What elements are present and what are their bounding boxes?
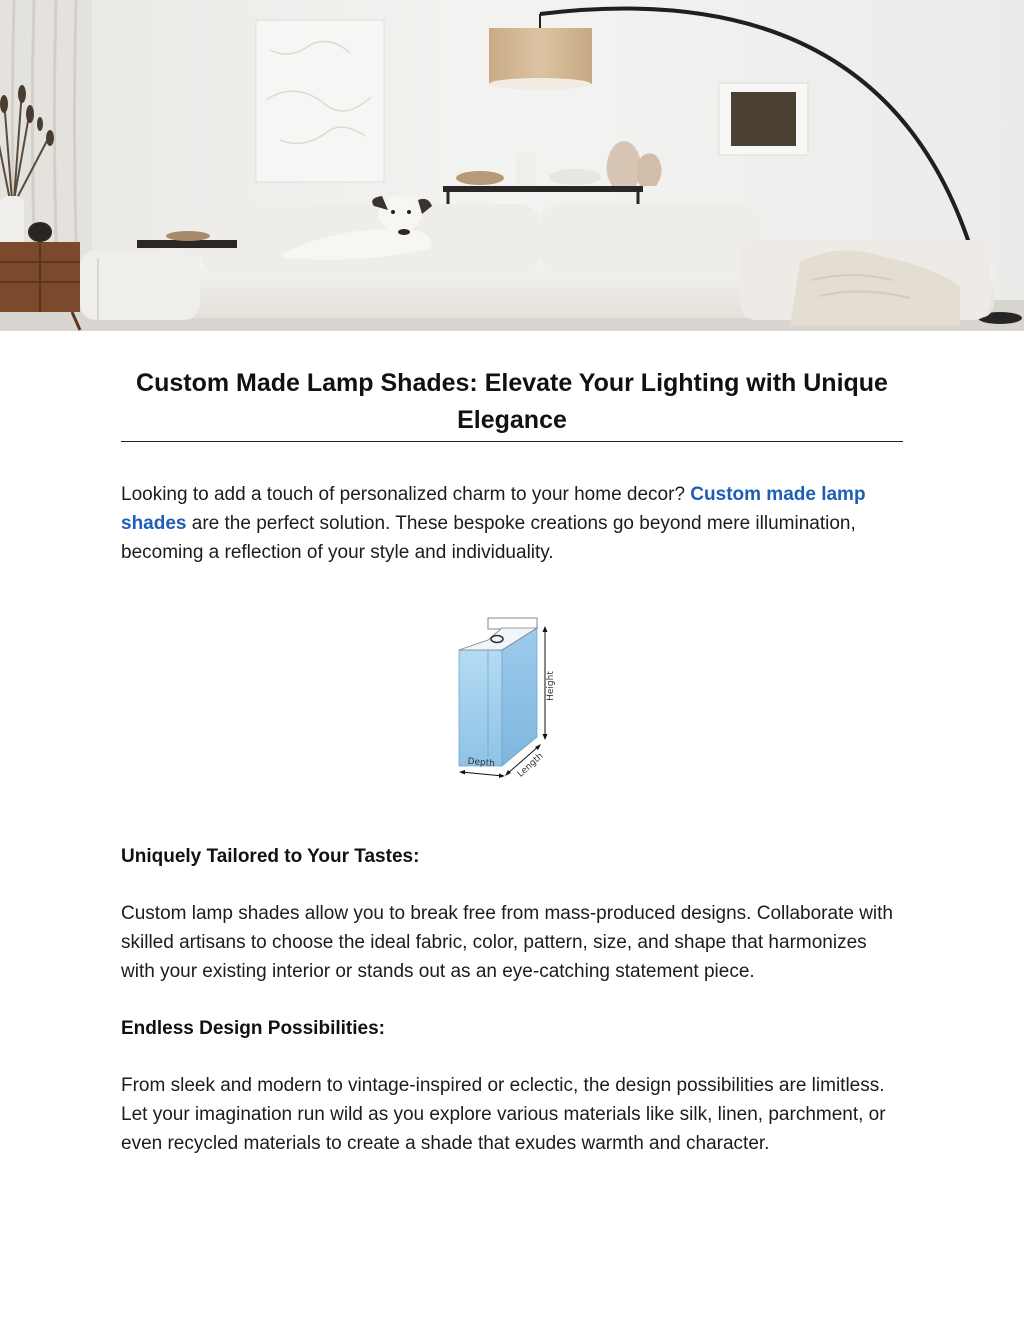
section-heading-possibilities: Endless Design Possibilities: — [121, 1018, 385, 1039]
intro-text-end: are the perfect solution. These bespoke creations go beyond mere illumination, becoming a reflection of your style and individuality. — [121, 513, 856, 563]
lamp-shade-dimension-diagram — [457, 614, 567, 779]
custom-lamp-shades-link[interactable]: Custom made lamp shades — [121, 484, 866, 534]
section-body-possibilities: From sleek and modern to vintage-inspired or eclectic, the design possibilities are limitless. Let your imagination run wild as you explore various materials like silk, linen, parchment, or even recycled materials to create a shade that exudes warmth and character. — [121, 1075, 886, 1154]
depth-label: Depth — [467, 756, 496, 770]
diagram-front-panel — [459, 650, 502, 766]
section-body-tailored: Custom lamp shades allow you to break free from mass-produced designs. Collaborate with skilled artisans to choose the ideal fabric, color, pattern, size, and shape that harmonizes with your existing interior or stands out as an eye-catching statement piece. — [121, 903, 893, 982]
diagram-side-panel — [502, 628, 537, 766]
article — [121, 365, 903, 1158]
diagram-top-outline — [488, 618, 537, 629]
intro-text-start: Looking to add a touch of personalized charm to your home decor? — [121, 484, 691, 505]
page-title: Custom Made Lamp Shades: Elevate Your Lighting with Unique Elegance — [121, 365, 903, 442]
hero-image — [0, 0, 1024, 331]
intro-paragraph — [121, 480, 903, 567]
height-label: Height — [546, 671, 556, 701]
depth-arrow — [461, 772, 503, 776]
length-label: Length — [515, 751, 546, 779]
section-heading-tailored: Uniquely Tailored to Your Tastes: — [121, 846, 420, 867]
